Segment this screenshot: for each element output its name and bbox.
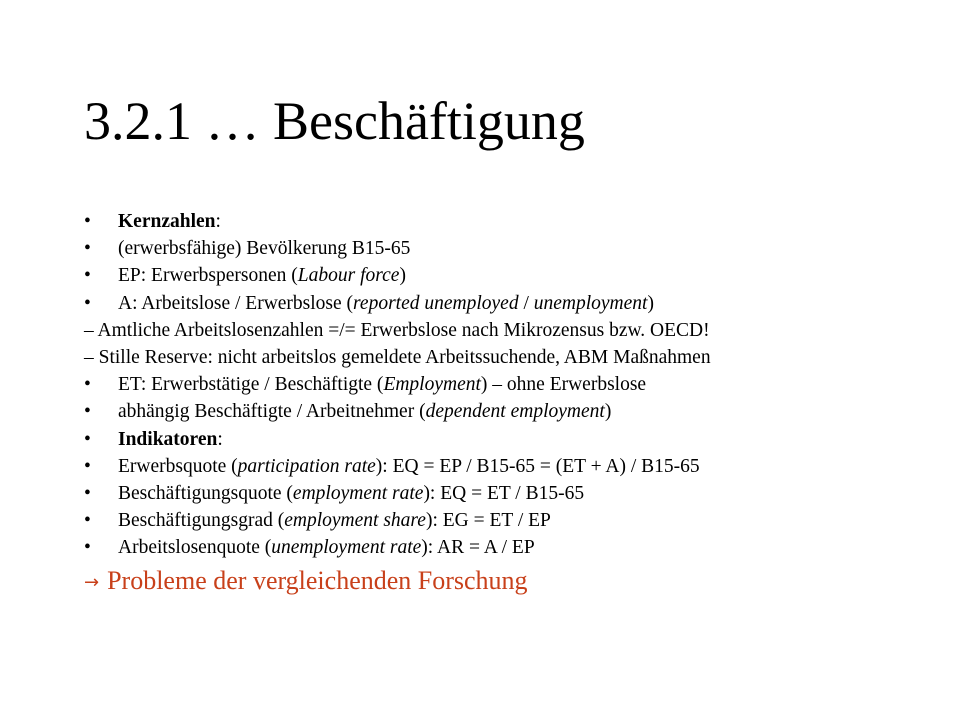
bullet-item xyxy=(84,371,944,398)
bullet-marker: • xyxy=(84,537,91,559)
line-text-segment: : xyxy=(217,428,223,450)
bullet-item xyxy=(84,534,944,561)
bullet-marker: • xyxy=(84,238,91,260)
line-text-segment: ): EG = ET / EP xyxy=(425,510,551,532)
bullet-marker: • xyxy=(84,401,91,423)
slide-content xyxy=(84,208,944,601)
bullet-marker: • xyxy=(84,510,91,532)
line-text-segment: / xyxy=(518,292,534,314)
line-text-segment: ) xyxy=(399,265,406,287)
dash-item xyxy=(84,317,944,344)
bullet-item xyxy=(84,453,944,480)
line-text-segment: – Amtliche Arbeitslosenzahlen =/= Erwerbslose nach Mikrozensus bzw. OECD! xyxy=(84,319,710,341)
line-text-segment: participation rate xyxy=(237,455,376,477)
line-text-segment: ) – ohne Erwerbslose xyxy=(480,374,647,396)
line-text-segment: Arbeitslosenquote ( xyxy=(118,537,272,559)
dash-item xyxy=(84,344,944,371)
line-text-segment: Labour force xyxy=(297,265,400,287)
slide-title: 3.2.1 … Beschäftigung xyxy=(84,91,585,151)
line-text-segment: reported unemployed xyxy=(353,292,519,314)
line-text-segment: ) xyxy=(604,401,612,423)
bullet-item xyxy=(84,480,944,507)
bullet-marker: • xyxy=(84,265,91,287)
bullet-marker: • xyxy=(84,374,91,396)
line-text-segment: Beschäftigungsgrad ( xyxy=(118,510,285,532)
line-text-segment: employment rate xyxy=(292,482,424,504)
line-text-segment: employment share xyxy=(284,510,426,532)
arrow-right-icon: → xyxy=(84,572,100,594)
bullet-item xyxy=(84,426,944,453)
line-text-segment: ) xyxy=(647,292,654,314)
line-text-segment: abhängig Beschäftigte / Arbeitnehmer ( xyxy=(118,401,426,423)
bullet-item xyxy=(84,290,944,317)
bullet-marker: • xyxy=(84,292,91,314)
line-text-segment: Employment xyxy=(383,374,481,396)
bullet-marker: • xyxy=(84,455,91,477)
line-text-segment: unemployment rate xyxy=(271,537,422,559)
bullet-marker: • xyxy=(84,482,91,504)
bullet-item xyxy=(84,398,944,425)
conclusion-text: Probleme der vergleichenden Forschung xyxy=(107,566,528,596)
line-text-segment: A: Arbeitslose / Erwerbslose ( xyxy=(118,292,354,314)
line-text-segment: – Stille Reserve: nicht arbeitslos gemeldete Arbeitssuchende, ABM Maßnahmen xyxy=(84,346,711,368)
bullet-item xyxy=(84,262,944,289)
line-text-segment: Beschäftigungsquote ( xyxy=(118,482,293,504)
line-text-segment: ): EQ = EP / B15-65 = (ET + A) / B15-65 xyxy=(375,455,700,477)
line-text-segment: (erwerbsfähige) Bevölkerung B15-65 xyxy=(118,238,411,260)
line-text-segment: Erwerbsquote ( xyxy=(118,455,238,477)
bullet-marker: • xyxy=(84,211,91,232)
line-text-segment: ): AR = A / EP xyxy=(421,537,535,559)
line-text-segment: ): EQ = ET / B15-65 xyxy=(423,482,585,504)
bullet-marker: • xyxy=(84,428,91,450)
line-text-segment: Kernzahlen xyxy=(118,211,216,232)
conclusion-line xyxy=(84,561,944,601)
bullet-item xyxy=(84,208,944,235)
line-text-segment: EP: Erwerbspersonen ( xyxy=(118,265,298,287)
line-text-segment: unemployment xyxy=(533,292,648,314)
line-text-segment: ET: Erwerbstätige / Beschäftigte ( xyxy=(118,374,384,396)
line-text-segment: dependent employment xyxy=(425,401,605,423)
line-text-segment: : xyxy=(215,211,221,232)
line-text-segment: Indikatoren xyxy=(118,428,218,450)
bullet-item xyxy=(84,507,944,534)
bullet-item xyxy=(84,235,944,262)
